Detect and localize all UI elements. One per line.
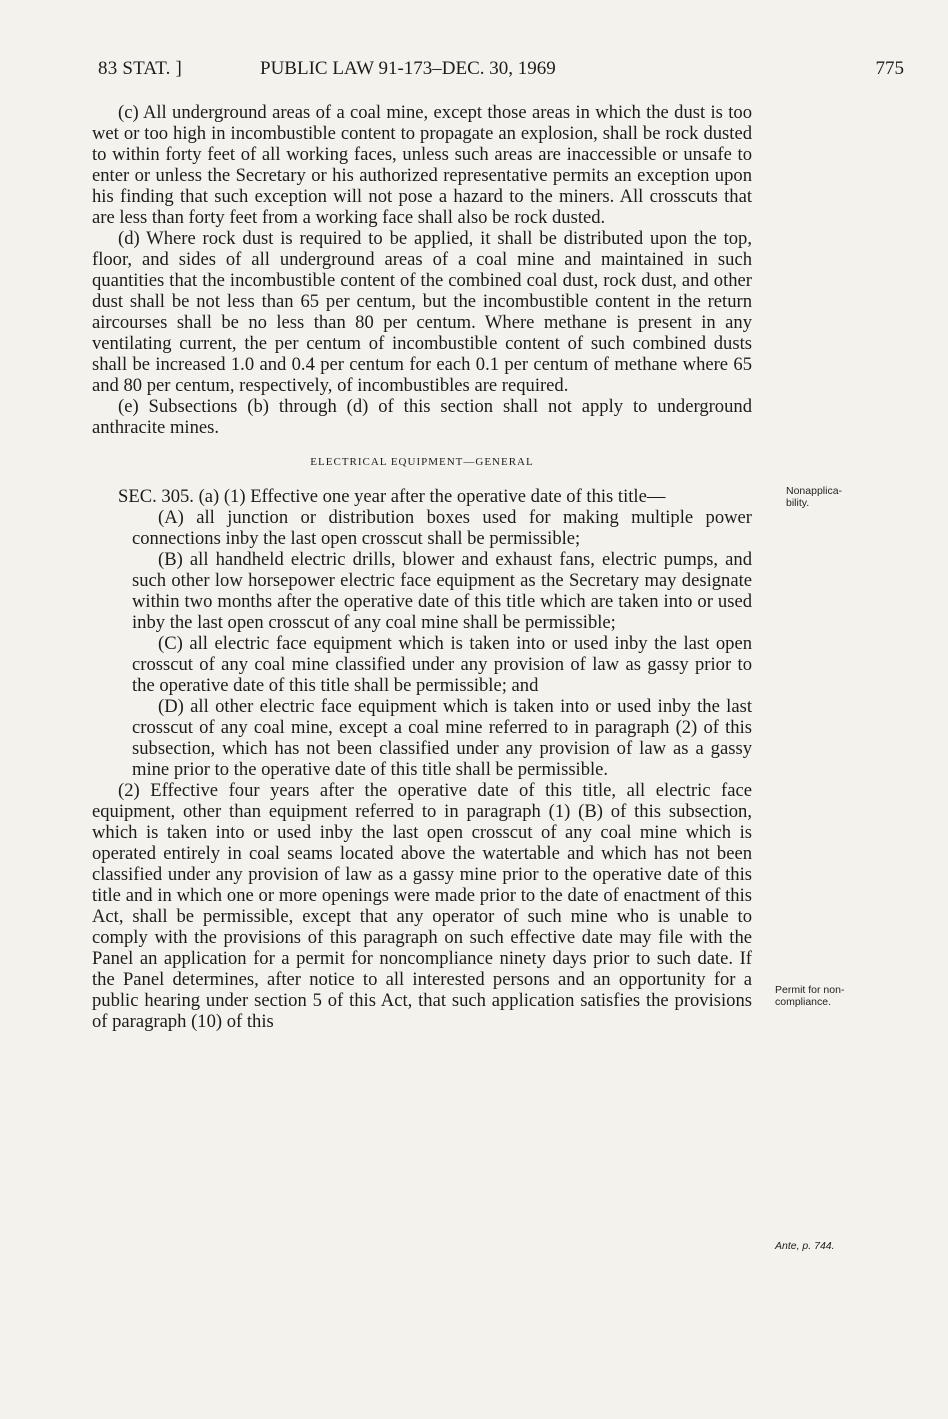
margin-note-ante-text: Ante, p. 744. xyxy=(775,1240,835,1252)
page-header xyxy=(98,58,904,82)
clause-b: (B) all handheld electric drills, blower and exhaust fans, electric pumps, and such other low horsepower electric face equipment as the Secretary may designate within two months after the operative date of this title which are taken into or used inby the last open crosscut of any coal mine shall be permissible; xyxy=(132,549,752,633)
page-number: 775 xyxy=(875,58,904,79)
body-text xyxy=(92,102,752,1032)
margin-note-ante xyxy=(775,1240,885,1252)
statute-reference: 83 STAT. ] xyxy=(98,58,183,79)
margin-note-permit-text: Permit for non- compliance. xyxy=(775,984,845,1008)
margin-note-nonapplicability-text: Nonapplica- bility. xyxy=(786,485,843,509)
margin-note-permit xyxy=(775,984,885,1008)
section-305-intro: SEC. 305. (a) (1) Effective one year after the operative date of this title— xyxy=(118,486,666,507)
paragraph-2: (2) Effective four years after the operative date of this title, all electric face equipment, other than equipment referred to in paragraph (1) (B) of this subsection, which is taken into or used inby the last open crosscut of any coal mine which is operated entirely in coal seams located above the watertable and which has not been classified under any provision of law as a gassy mine prior to the operative date of this title and in which one or more openings were made prior to the date of enactment of this Act, shall be permissible, except that any operator of such mine who is unable to comply with the provisions of this paragraph on such effective date may file with the Panel an application for a permit for noncompliance ninety days prior to such date. If the Panel determines, after notice to all interested persons and an opportunity for a public hearing under section 5 of this Act, that such application satisfies the provisions of paragraph (10) of this xyxy=(92,780,752,1032)
clause-c: (C) all electric face equipment which is taken into or used inby the last open crosscut of any coal mine classified under any provision of law as gassy prior to the operative date of this title shall be permissible; and xyxy=(132,633,752,696)
paragraph-c: (c) All underground areas of a coal mine, except those areas in which the dust is too wet or too high in incombustible content to propagate an explosion, shall be rock dusted to within forty feet of all working faces, unless such areas are inaccessible or unsafe to enter or unless the Secretary or his authorized representative permits an exception upon his finding that such exception will not pose a hazard to the miners. All crosscuts that are less than forty feet from a working face shall also be rock dusted. xyxy=(92,102,752,228)
clause-d: (D) all other electric face equipment which is taken into or used inby the last crosscut of any coal mine, except a coal mine referred to in paragraph (2) of this subsection, which has not been classified under any provision of law as a gassy mine prior to the operative date of this title shall be permissible. xyxy=(132,696,752,780)
paragraph-e: (e) Subsections (b) through (d) of this section shall not apply to underground anthracite mines. xyxy=(92,396,752,438)
paragraph-d: (d) Where rock dust is required to be applied, it shall be distributed upon the top, floor, and sides of all underground areas of a coal mine and maintained in such quantities that the incombustible content of the combined coal dust, rock dust, and other dust shall be not less than 65 per centum, but the incombustible content in the return aircourses shall be no less than 80 per centum. Where methane is present in any ventilating current, the per centum of incombustible content of such combined dusts shall be increased 1.0 and 0.4 per centum for each 0.1 per centum of methane where 65 and 80 per centum, respectively, of incombustibles are required. xyxy=(92,228,752,396)
section-heading: ELECTRICAL EQUIPMENT—GENERAL xyxy=(310,456,534,468)
clause-a: (A) all junction or distribution boxes used for making multiple power connections inby the last open crosscut shall be permissible; xyxy=(132,507,752,549)
margin-note-nonapplicability xyxy=(786,485,886,509)
public-law-title: PUBLIC LAW 91-173–DEC. 30, 1969 xyxy=(260,58,556,79)
